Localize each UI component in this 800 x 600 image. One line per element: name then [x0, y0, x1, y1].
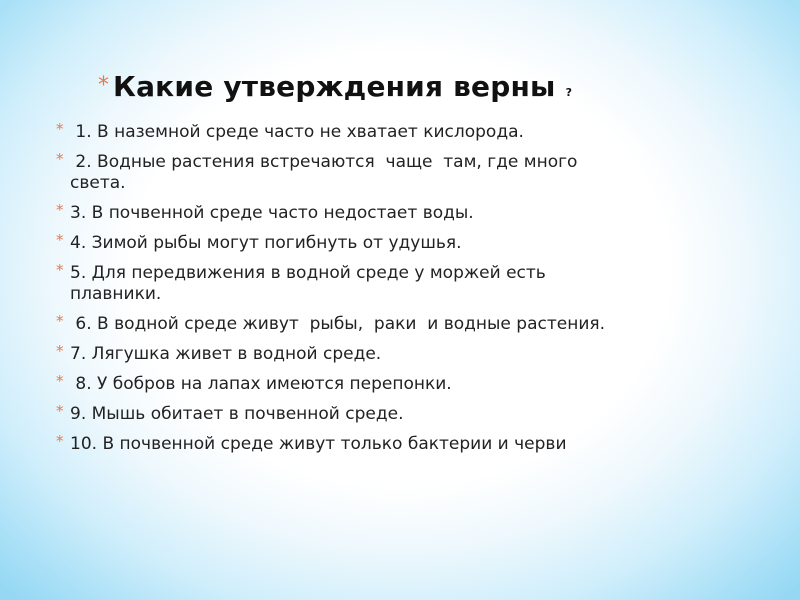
title-bullet-icon: * [98, 73, 109, 98]
bullet-icon: * [56, 342, 64, 360]
statement-item-3 [56, 203, 616, 224]
slide-title-row [98, 70, 572, 103]
statement-item-6 [56, 314, 616, 335]
statement-item-2 [56, 152, 616, 194]
statement-text: 6. В водной среде живут рыбы, раки и водные растения. [70, 314, 606, 334]
statement-item-10 [56, 434, 616, 455]
statement-text: 2. Водные растения встречаются чаще там, где много света. [70, 152, 583, 193]
statement-item-4 [56, 233, 616, 254]
statement-text: 10. В почвенной среде живут только бактерии и черви [70, 434, 567, 454]
statement-text: 7. Лягушка живет в водной среде. [70, 344, 382, 364]
statement-item-9 [56, 404, 616, 425]
bullet-icon: * [56, 150, 64, 168]
statement-item-1 [56, 122, 616, 143]
statement-item-8 [56, 374, 616, 395]
bullet-icon: * [56, 201, 64, 219]
bullet-icon: * [56, 312, 64, 330]
statement-text: 8. У бобров на лапах имеются перепонки. [70, 374, 452, 394]
bullet-icon: * [56, 120, 64, 138]
statement-item-7 [56, 344, 616, 365]
statement-list [56, 122, 616, 464]
bullet-icon: * [56, 231, 64, 249]
statement-text: 5. Для передвижения в водной среде у моржей есть плавники. [70, 263, 552, 304]
statement-item-5 [56, 263, 616, 305]
slide-title-question-mark: ? [565, 86, 572, 99]
bullet-icon: * [56, 402, 64, 420]
statement-text: 1. В наземной среде часто не хватает кислорода. [70, 122, 524, 142]
slide-title: Какие утверждения верны [113, 70, 556, 103]
bullet-icon: * [56, 432, 64, 450]
statement-text: 4. Зимой рыбы могут погибнуть от удушья. [70, 233, 462, 253]
statement-text: 3. В почвенной среде часто недостает воды. [70, 203, 474, 223]
statement-text: 9. Мышь обитает в почвенной среде. [70, 404, 404, 424]
bullet-icon: * [56, 261, 64, 279]
bullet-icon: * [56, 372, 64, 390]
